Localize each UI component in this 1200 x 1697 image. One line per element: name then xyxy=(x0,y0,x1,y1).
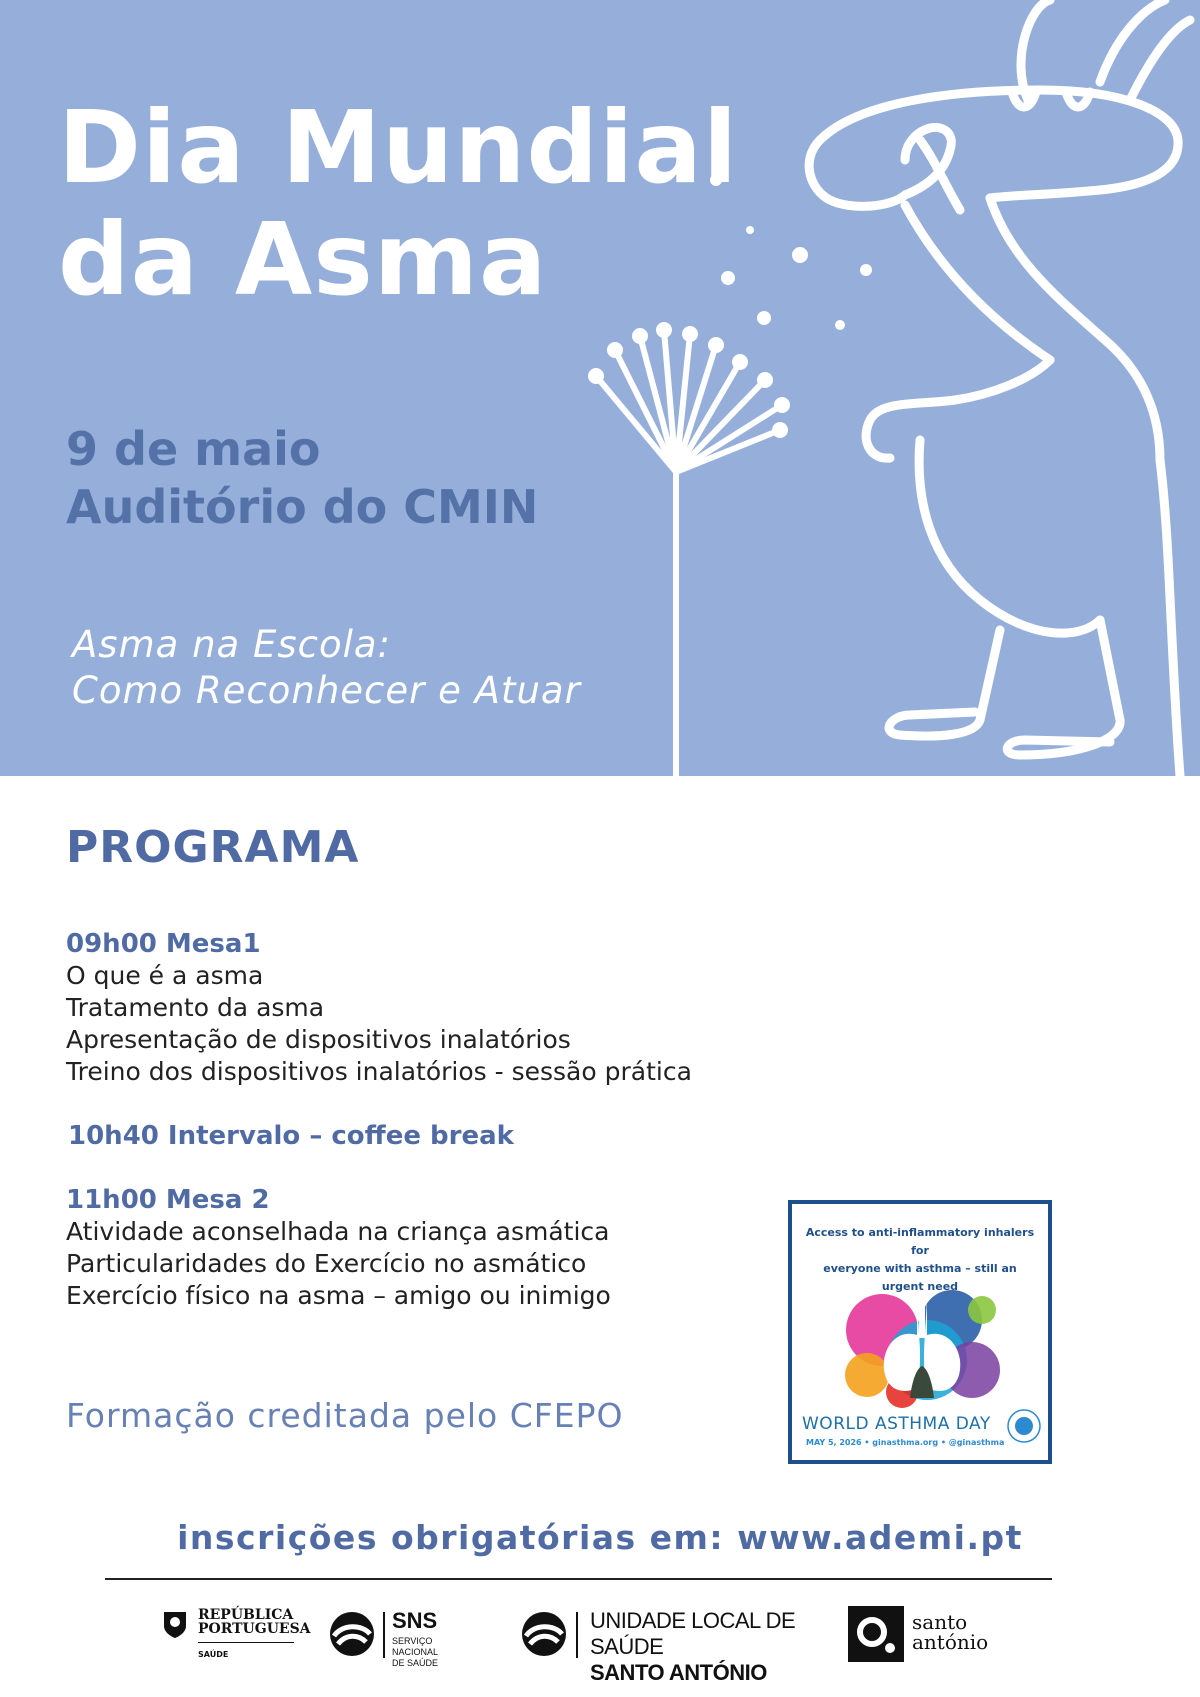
event-date-venue xyxy=(66,420,538,536)
badge-headline-line2: everyone with asthma – still an urgent need xyxy=(823,1262,1017,1293)
session-head: 09h00 Mesa1 xyxy=(66,929,261,959)
sns-line2: DE SAÚDE xyxy=(392,1658,439,1668)
footer-divider xyxy=(105,1578,1052,1580)
session-item: Apresentação de dispositivos inalatórios xyxy=(66,1025,571,1054)
session-mesa1 xyxy=(66,928,692,1088)
sns-line1: SERVIÇO NACIONAL xyxy=(392,1636,439,1657)
world-asthma-day-badge xyxy=(788,1200,1052,1464)
session-intervalo xyxy=(68,1120,514,1152)
event-date: 9 de maio xyxy=(66,422,321,476)
republica-portuguesa-logo xyxy=(160,1602,311,1664)
session-item: Tratamento da asma xyxy=(66,993,325,1022)
event-subtitle-line1: Asma na Escola: xyxy=(72,623,392,666)
event-title xyxy=(58,89,739,318)
hero-banner xyxy=(0,0,1200,776)
uls-line2: SANTO ANTÓNIO xyxy=(590,1660,767,1685)
programa-heading: PROGRAMA xyxy=(66,822,360,873)
session-item: O que é a asma xyxy=(66,961,264,990)
event-venue: Auditório do CMIN xyxy=(66,480,539,534)
republica-divider xyxy=(198,1642,294,1643)
event-subtitle-line2: Como Reconhecer e Atuar xyxy=(72,669,581,712)
republica-line1: REPÚBLICA xyxy=(198,1607,294,1623)
uls-line1: UNIDADE LOCAL DE SAÚDE xyxy=(590,1608,796,1659)
sns-symbol-icon xyxy=(328,1610,376,1658)
credit-note: Formação creditada pelo CFEPO xyxy=(66,1396,624,1435)
coat-of-arms-icon xyxy=(160,1606,190,1640)
badge-headline-line1: Access to anti-inflammatory inhalers for xyxy=(805,1226,1035,1257)
santo-antonio-line1: santo xyxy=(912,1610,968,1634)
santo-antonio-logo xyxy=(848,1602,998,1664)
session-mesa2 xyxy=(66,1184,611,1312)
sns-title: SNS xyxy=(392,1608,438,1633)
session-head: 11h00 Mesa 2 xyxy=(66,1185,270,1215)
republica-sub: SAÚDE xyxy=(198,1650,229,1659)
session-item: Exercício físico na asma – amigo ou inimigo xyxy=(66,1281,611,1310)
registration-link[interactable]: inscrições obrigatórias em: www.ademi.pt xyxy=(177,1518,1023,1557)
event-title-line2: da Asma xyxy=(58,201,548,318)
republica-line2: PORTUGUESA xyxy=(198,1621,311,1637)
uls-divider xyxy=(576,1612,578,1658)
santo-antonio-line2: antónio xyxy=(912,1630,989,1654)
sns-divider xyxy=(383,1612,385,1658)
badge-subline: MAY 5, 2026 • ginasthma.org • @ginasthma xyxy=(806,1438,1005,1447)
session-item: Atividade aconselhada na criança asmática xyxy=(66,1217,610,1246)
event-subtitle xyxy=(72,622,581,714)
session-item: Particularidades do Exercício no asmático xyxy=(66,1249,587,1278)
lungs-icon xyxy=(832,1280,1012,1410)
sns-logo xyxy=(328,1602,478,1668)
uls-santo-antonio-logo xyxy=(520,1602,830,1685)
session-item: Treino dos dispositivos inalatórios - sessão prática xyxy=(66,1057,692,1086)
event-title-line1: Dia Mundial xyxy=(58,89,739,206)
uls-symbol-icon xyxy=(520,1610,568,1658)
gina-seal-icon xyxy=(1006,1408,1042,1444)
santo-antonio-symbol-icon xyxy=(848,1606,904,1662)
session-head: 10h40 Intervalo – coffee break xyxy=(68,1121,514,1151)
badge-title: WORLD ASTHMA DAY xyxy=(802,1414,991,1434)
